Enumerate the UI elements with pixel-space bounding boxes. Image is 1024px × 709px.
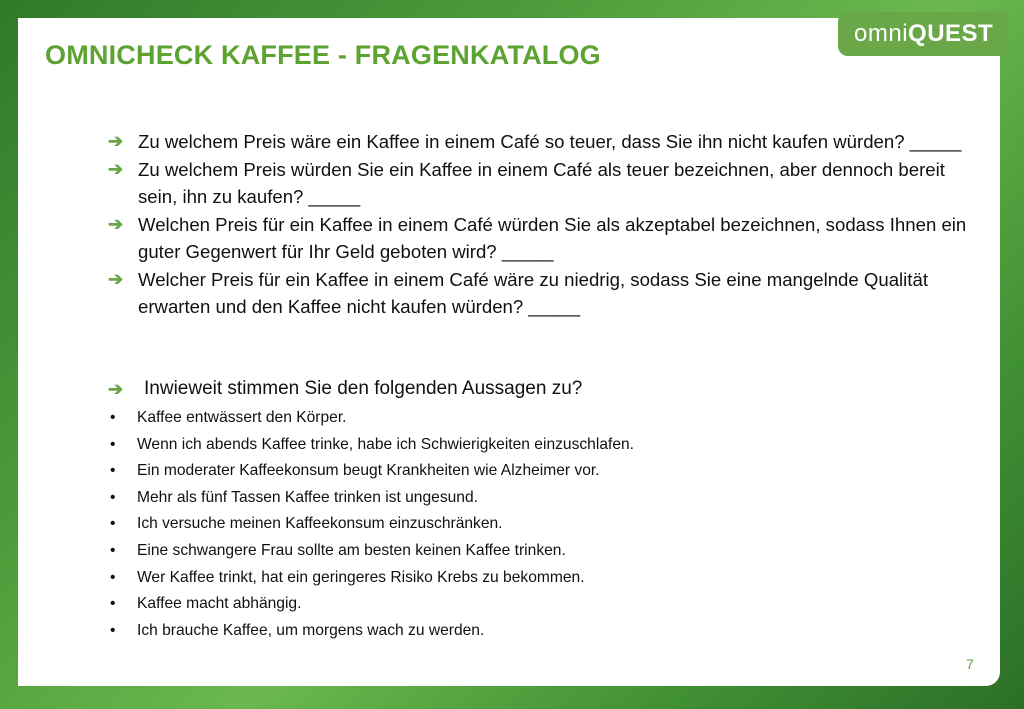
statement-text: Wenn ich abends Kaffee trinke, habe ich Schwierigkeiten einzuschlafen. <box>137 435 634 453</box>
question-item <box>108 156 968 211</box>
page-title: OMNICHECK KAFFEE - FRAGENKATALOG <box>45 40 601 70</box>
question-text: Welcher Preis für ein Kaffee in einem Café wäre zu niedrig, sodass Sie eine mangelnde Qualität erwarten und den Kaffee nicht kaufen würden? _____ <box>138 268 928 317</box>
bullet-icon: • <box>110 541 116 559</box>
statement-text: Ein moderater Kaffeekonsum beugt Krankheiten wie Alzheimer vor. <box>137 462 600 480</box>
statements-heading-text: Inwieweit stimmen Sie den folgenden Aussagen zu? <box>144 378 583 399</box>
arrow-right-icon: ➔ <box>108 131 124 151</box>
bullet-icon: • <box>110 488 116 506</box>
statement-text: Kaffee macht abhängig. <box>137 595 302 613</box>
arrow-right-icon: ➔ <box>108 379 124 399</box>
statement-text: Eine schwangere Frau sollte am besten keinen Kaffee trinken. <box>137 541 566 559</box>
statement-item <box>110 511 634 538</box>
statement-text: Wer Kaffee trinkt, hat ein geringeres Risiko Krebs zu bekommen. <box>137 568 585 586</box>
statement-item <box>110 405 634 432</box>
bullet-icon: • <box>110 595 116 613</box>
statement-item <box>110 458 634 485</box>
statement-text: Ich brauche Kaffee, um morgens wach zu werden. <box>137 621 485 639</box>
question-text: Zu welchem Preis würden Sie ein Kaffee in einem Café als teuer bezeichnen, aber dennoch bereit sein, ihn zu kaufen? _____ <box>138 158 945 207</box>
bullet-icon: • <box>110 435 116 453</box>
statement-text: Mehr als fünf Tassen Kaffee trinken ist ungesund. <box>137 488 478 506</box>
arrow-right-icon: ➔ <box>108 158 124 179</box>
question-item <box>108 128 968 156</box>
arrow-right-icon: ➔ <box>108 268 124 289</box>
statements-heading <box>108 376 582 402</box>
omniquest-logo <box>854 20 993 50</box>
bullet-icon: • <box>110 515 116 533</box>
statement-text: Kaffee entwässert den Körper. <box>137 409 347 426</box>
statement-list <box>110 405 634 644</box>
question-item <box>108 211 968 266</box>
logo-part-quest: QUEST <box>908 20 994 47</box>
bullet-icon: • <box>110 409 116 426</box>
question-item <box>108 266 968 321</box>
statement-item <box>110 432 634 459</box>
statement-item <box>110 565 634 592</box>
statement-item <box>110 485 634 512</box>
statement-item <box>110 538 634 565</box>
statement-item <box>110 618 634 645</box>
question-list <box>108 128 968 321</box>
logo-part-omni: omni <box>854 20 909 47</box>
bullet-icon: • <box>110 568 116 586</box>
statement-item <box>110 591 634 618</box>
question-text: Welchen Preis für ein Kaffee in einem Café würden Sie als akzeptabel bezeichnen, sodass Ihnen ein guter Gegenwert für Ihr Geld geboten wird? _____ <box>138 213 967 262</box>
statement-text: Ich versuche meinen Kaffeekonsum einzuschränken. <box>137 515 503 533</box>
question-text: Zu welchem Preis wäre ein Kaffee in einem Café so teuer, dass Sie ihn nicht kaufen würden? _____ <box>138 131 962 152</box>
bullet-icon: • <box>110 621 116 639</box>
page-number: 7 <box>966 656 974 672</box>
arrow-right-icon: ➔ <box>108 213 124 234</box>
bullet-icon: • <box>110 462 116 480</box>
